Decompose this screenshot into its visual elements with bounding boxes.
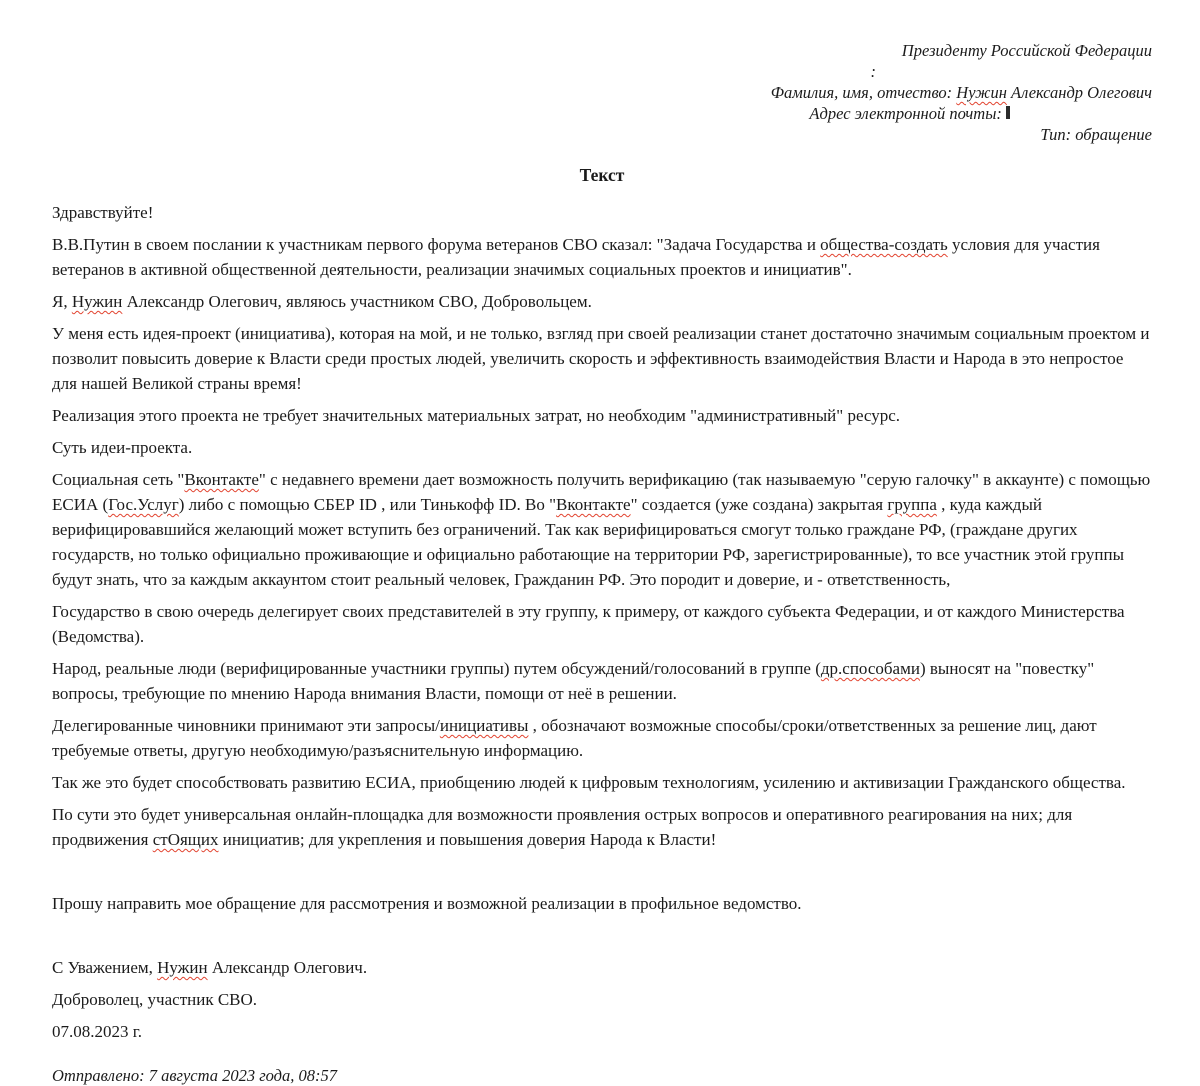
text-run: Александр Олегович, являюсь участником СВО, Добровольцем. bbox=[122, 292, 592, 311]
spellcheck-underlined-word: Гос.Услуг bbox=[108, 495, 179, 514]
paragraph bbox=[52, 891, 1152, 916]
paragraph bbox=[52, 656, 1152, 706]
paragraph bbox=[52, 467, 1152, 592]
spellcheck-underlined-word: стОящих bbox=[152, 830, 219, 849]
text-run: Делегированные чиновники принимают эти запросы/ bbox=[52, 716, 440, 735]
paragraph bbox=[52, 599, 1152, 649]
text-run: " создается (уже создана) закрытая bbox=[630, 495, 888, 514]
text-run: , куда каждый верифицировавшийся желающий может вступить без ограничений. Так как верифицироваться смогут только граждане РФ, (граждане других государств, но только официально проживающие и официально работающие на территории РФ, зарегистрированные), то все участник этой группы будут знать, что за каждым аккаунтом стоит реальный человек, Гражданин РФ. Это породит и доверие, и - ответственность, bbox=[52, 495, 1124, 589]
document-body bbox=[52, 200, 1152, 1044]
text-run: " с недавнего времени дает возможность получить верификацию (так называемую "серую галочку" в аккаунте) с помощью ЕСИА ( bbox=[52, 470, 1151, 514]
text-run: Тип: обращение bbox=[1040, 125, 1152, 144]
header-line bbox=[52, 61, 1152, 82]
text-run: Прошу направить мое обращение для рассмотрения и возможной реализации в профильное ведомство. bbox=[52, 894, 802, 913]
paragraph bbox=[52, 987, 1152, 1012]
spellcheck-underlined-word: общества-создать bbox=[820, 235, 948, 254]
spellcheck-underlined-word: Вконтакте bbox=[184, 470, 259, 489]
header-line bbox=[52, 40, 1152, 61]
paragraph bbox=[52, 321, 1152, 396]
paragraph bbox=[52, 200, 1152, 225]
text-run: 07.08.2023 г. bbox=[52, 1022, 143, 1041]
spellcheck-underlined-word: группа bbox=[887, 495, 937, 514]
letter-header bbox=[52, 40, 1152, 145]
text-run: Здравствуйте! bbox=[52, 203, 154, 222]
blank-line bbox=[52, 859, 1152, 884]
sent-timestamp: Отправлено: 7 августа 2023 года, 08:57 bbox=[52, 1066, 338, 1085]
text-run: ) выносят на "повестку" вопросы, требующие по мнению Народа внимания Власти, помощи от неё в решении. bbox=[52, 659, 1095, 703]
header-line bbox=[52, 103, 1152, 124]
document-title: Текст bbox=[579, 165, 625, 185]
text-run: С Уважением, bbox=[52, 958, 158, 977]
spellcheck-underlined-word: Вконтакте bbox=[556, 495, 631, 514]
header-line bbox=[52, 124, 1152, 145]
spellcheck-underlined-word: Нужин bbox=[956, 83, 1007, 102]
text-run: Реализация этого проекта не требует значительных материальных затрат, но необходим "административный" ресурс. bbox=[52, 406, 901, 425]
spellcheck-underlined-word: Нужин bbox=[157, 958, 208, 977]
header-line bbox=[52, 82, 1152, 103]
text-run: Доброволец, участник СВО. bbox=[52, 990, 258, 1009]
text-run: Адрес электронной почты: bbox=[809, 104, 1006, 123]
paragraph bbox=[52, 802, 1152, 852]
text-run: условия для участия ветеранов в активной общественной деятельности, реализации значимых социальных проектов и инициатив". bbox=[52, 235, 1100, 279]
spellcheck-underlined-word: инициативы bbox=[439, 716, 529, 735]
text-run: Президенту Российской Федерации bbox=[901, 41, 1152, 60]
text-run: Фамилия, имя, отчество: bbox=[770, 83, 957, 102]
blank-line bbox=[52, 923, 1152, 948]
paragraph bbox=[52, 232, 1152, 282]
paragraph bbox=[52, 289, 1152, 314]
text-run: Социальная сеть " bbox=[52, 470, 185, 489]
redacted-email-value bbox=[1006, 106, 1152, 119]
paragraph bbox=[52, 955, 1152, 980]
text-run: ) либо с помощью СБЕР ID , или Тинькофф ID. Во " bbox=[178, 495, 557, 514]
text-run: Я, bbox=[52, 292, 72, 311]
text-run: : bbox=[870, 62, 876, 81]
paragraph bbox=[52, 1019, 1152, 1044]
text-run: , обозначают возможные способы/сроки/ответственных за решение лиц, дают требуемые ответы, другую необходимую/разъяснительную информацию. bbox=[52, 716, 1097, 760]
text-run: инициатив; для укрепления и повышения доверия Народа к Власти! bbox=[218, 830, 717, 849]
text-run: Александр Олегович bbox=[1006, 83, 1152, 102]
spellcheck-underlined-word: др.способами bbox=[820, 659, 920, 678]
text-run: У меня есть идея-проект (инициатива), которая на мой, и не только, взгляд при своей реализации станет достаточно значимым социальным проектом и позволит повысить доверие к Власти среди простых людей, увеличить скорость и эффективность взаимодействия Власти и Народа в это непростое для нашей Великой страны время! bbox=[52, 324, 1150, 393]
text-run: В.В.Путин в своем послании к участникам первого форума ветеранов СВО сказал: "Задача Государства и bbox=[52, 235, 821, 254]
text-run: Александр Олегович. bbox=[207, 958, 368, 977]
paragraph bbox=[52, 713, 1152, 763]
text-run: По сути это будет универсальная онлайн-площадка для возможности проявления острых вопросов и оперативного реагирования на них; для продвижения bbox=[52, 805, 1073, 849]
text-run: Так же это будет способствовать развитию ЕСИА, приобщению людей к цифровым технологиям, усилению и активизации Гражданского общества. bbox=[52, 773, 1126, 792]
spellcheck-underlined-word: Нужин bbox=[71, 292, 123, 311]
paragraph bbox=[52, 435, 1152, 460]
text-run: Государство в свою очередь делегирует своих представителей в эту группу, к примеру, от каждого субъекта Федерации, и от каждого Министерства (Ведомства). bbox=[52, 602, 1125, 646]
text-run: Народ, реальные люди (верифицированные участники группы) путем обсуждений/голосований в группе ( bbox=[52, 659, 821, 678]
paragraph bbox=[52, 403, 1152, 428]
text-run: Суть идеи-проекта. bbox=[52, 438, 193, 457]
paragraph bbox=[52, 770, 1152, 795]
